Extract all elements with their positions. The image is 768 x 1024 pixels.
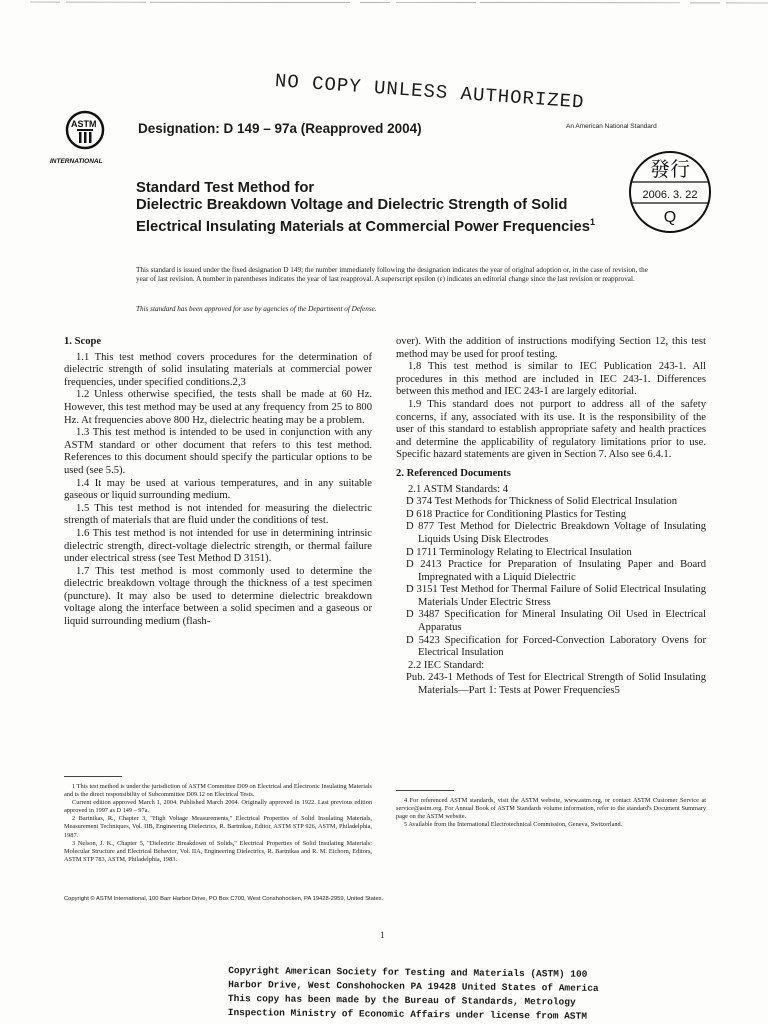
footnote: Current edition approved March 1, 2004. Published March 2004. Originally approved in 1922. Last previous edition approved in 1997 as D 149 – 97a. bbox=[64, 799, 372, 815]
paragraph: 1.2 Unless otherwise specified, the tests shall be made at 60 Hz. However, this test method may be used at any frequency from 25 to 800 Hz. At frequencies above 800 Hz, dielectric heating may be a problem. bbox=[64, 389, 372, 426]
page-number: 1 bbox=[380, 930, 385, 940]
title-main: Dielectric Breakdown Voltage and Dielectric Strength of Solid Electrical Insulating Materials at Commercial Power Frequencies bbox=[136, 197, 590, 235]
seal-top-text: 發行 bbox=[650, 157, 690, 181]
footnote: 5 Available from the International Electrotechnical Commission, Geneva, Switzerland. bbox=[404, 821, 623, 829]
paragraph: 1.4 It may be used at various temperatures, and in any suitable gaseous or liquid surrounding medium. bbox=[64, 477, 372, 502]
seal-bottom-text: Q bbox=[663, 209, 677, 226]
left-column bbox=[64, 336, 372, 629]
license-stamp-line: Inspection Ministry of Economic Affairs under license from ASTM bbox=[227, 1007, 588, 1022]
reference-item: D 2413 Practice for Preparation of Insulating Paper and Board Impregnated with a Liquid Dielectric bbox=[406, 559, 706, 583]
paragraph: 1.7 This test method is most commonly used to determine the dielectric breakdown voltage through the thickness of a test specimen (puncture). It may also be used to determine dielectric breakdown voltage along the interface between a solid specimen and a gaseous or liquid surrounding medium (flash- bbox=[64, 565, 372, 628]
footnotes-left bbox=[64, 783, 372, 864]
no-copy-stamp: NO COPY UNLESS AUTHORIZED bbox=[274, 70, 586, 114]
paragraph: over). With the addition of instructions modifying Section 12, this test method may be used for proof testing. bbox=[396, 336, 706, 360]
footnote-divider bbox=[396, 790, 454, 791]
license-stamp bbox=[228, 964, 609, 1024]
footnote: 1 This test method is under the jurisdiction of ASTM Committee D09 on Electrical and Electronic Insulating Materials and is the direct responsibility of Subcommittee D09.12 on Electrical Tests. bbox=[64, 783, 372, 799]
reference-item: Pub. 243-1 Methods of Test for Electrical Strength of Solid Insulating Materials—Part 1: Tests at Power Frequencies5 bbox=[406, 672, 706, 697]
paragraph: 1.8 This test method is similar to IEC Publication 243-1. All procedures in this method are included in IEC 243-1. Differences between this method and IEC 243-1 are largely editorial. bbox=[396, 361, 706, 398]
iec-standard-subheading: 2.2 IEC Standard: bbox=[408, 659, 485, 671]
license-stamp-line: Copyright American Society for Testing and Materials (ASTM) 100 bbox=[228, 965, 588, 980]
scan-edge-marks bbox=[30, 0, 768, 6]
astm-logo bbox=[48, 108, 130, 168]
designation: Designation: D 149 – 97a (Reapproved 2004) bbox=[138, 121, 422, 136]
reference-item: D 374 Test Methods for Thickness of Solid Electrical Insulation bbox=[406, 496, 678, 508]
seal-date: 2006. 3. 22 bbox=[642, 189, 698, 201]
american-national-standard: An American National Standard bbox=[566, 123, 657, 130]
footnote-divider bbox=[64, 776, 122, 777]
issue-seal bbox=[620, 148, 720, 236]
title-line-1: Standard Test Method for bbox=[136, 180, 315, 196]
footnote: 3 Nelson, J. K., Chapter 5, "Dielectric Breakdown of Solids," Electrical Properties of Solid Insulating Materials: Molecular Structure and Electrical Behavior, Vol. IIA, Engineering Dielectrics, R. Bartnikas and R. M. Eichorn, Editors, ASTM STP 783, ASTM, Philadelphia, 1983. bbox=[64, 839, 372, 863]
footnote: 4 For referenced ASTM standards, visit the ASTM website, www.astm.org, or contact ASTM Customer Service at service@astm.org. For Annual Book of ASTM Standards volume information, refer to the standard's Document Summary page on the ASTM website. bbox=[396, 797, 706, 821]
title-footnote-mark: 1 bbox=[589, 217, 595, 227]
paragraph: 1.1 This test method covers procedures for the determination of dielectric strength of solid insulating materials at commercial power frequencies, under specified conditions.2,3 bbox=[64, 351, 372, 388]
issue-note: This standard is issued under the fixed designation D 149; the number immediately following the designation indicates the year of original adoption or, in the case of revision, the year of last revision. A number in parentheses indicates the year of last reapproval. A superscript epsilon (ε) indicates an editorial change since the last revision or reapproval. bbox=[136, 266, 648, 284]
right-column bbox=[396, 336, 706, 698]
footnote: 2 Bartnikas, R., Chapter 3, "High Voltage Measurements," Electrical Properties of Solid Insulating Materials, Measurement Techniques, Vol. IIB, Engineering Dielectrics, R. Bartnikas, Editor, ASTM STP 926, ASTM, Philadelphia, 1987. bbox=[64, 815, 372, 839]
paragraph: 1.6 This test method is not intended for use in determining intrinsic dielectric strength, direct-voltage dielectric strength, or thermal failure under electrical stress (see Test Method D 3151). bbox=[64, 527, 372, 565]
referenced-documents-heading: 2. Referenced Documents bbox=[396, 467, 511, 479]
astm-standards-subheading: 2.1 ASTM Standards: 4 bbox=[408, 483, 509, 495]
footnotes-right bbox=[396, 797, 706, 829]
astm-logo-icon bbox=[48, 108, 130, 168]
copyright-line: Copyright © ASTM International, 100 Barr Harbor Drive, PO Box C700, West Conshohocken, PA 19428-2959, United States. bbox=[64, 896, 384, 902]
reference-item: D 618 Practice for Conditioning Plastics for Testing bbox=[406, 508, 627, 520]
document-title bbox=[136, 180, 626, 236]
svg-text:INTERNATIONAL: INTERNATIONAL bbox=[50, 158, 103, 165]
reference-item: D 3151 Test Method for Thermal Failure of Solid Electrical Insulating Materials Under Electric Stress bbox=[406, 584, 706, 608]
license-stamp-line: This copy has been made by the Bureau of Standards, Metrology bbox=[227, 993, 576, 1008]
paragraph: 1.3 This test method is intended to be used in conjunction with any ASTM standard or other document that refers to this test method. References to this document should specify the particular options to be used (see 5.5). bbox=[64, 427, 372, 476]
paragraph: 1.5 This test method is not intended for measuring the dielectric strength of materials that are fluid under the conditions of test. bbox=[64, 502, 372, 527]
reference-item: D 1711 Terminology Relating to Electrical Insulation bbox=[406, 546, 632, 558]
reference-item: D 3487 Specification for Mineral Insulating Oil Used in Electrical Apparatus bbox=[406, 609, 706, 634]
reference-item: D 877 Test Method for Dielectric Breakdown Voltage of Insulating Liquids Using Disk Electrodes bbox=[406, 521, 706, 545]
svg-text:ASTM: ASTM bbox=[71, 119, 97, 129]
scope-heading: 1. Scope bbox=[64, 336, 102, 347]
paragraph: 1.9 This standard does not purport to address all of the safety concerns, if any, associated with its use. It is the responsibility of the user of this standard to establish appropriate safety and health practices and determine the applicability of regulatory limitations prior to use. Specific hazard statements are given in Section 7. Also see 6.4.1. bbox=[396, 398, 706, 461]
reference-item: D 5423 Specification for Forced-Convection Laboratory Ovens for Electrical Insulation bbox=[406, 634, 706, 659]
dod-note: This standard has been approved for use by agencies of the Department of Defense. bbox=[136, 305, 377, 313]
license-stamp-line: Harbor Drive, West Conshohocken PA 19428 United States of America bbox=[228, 979, 599, 994]
